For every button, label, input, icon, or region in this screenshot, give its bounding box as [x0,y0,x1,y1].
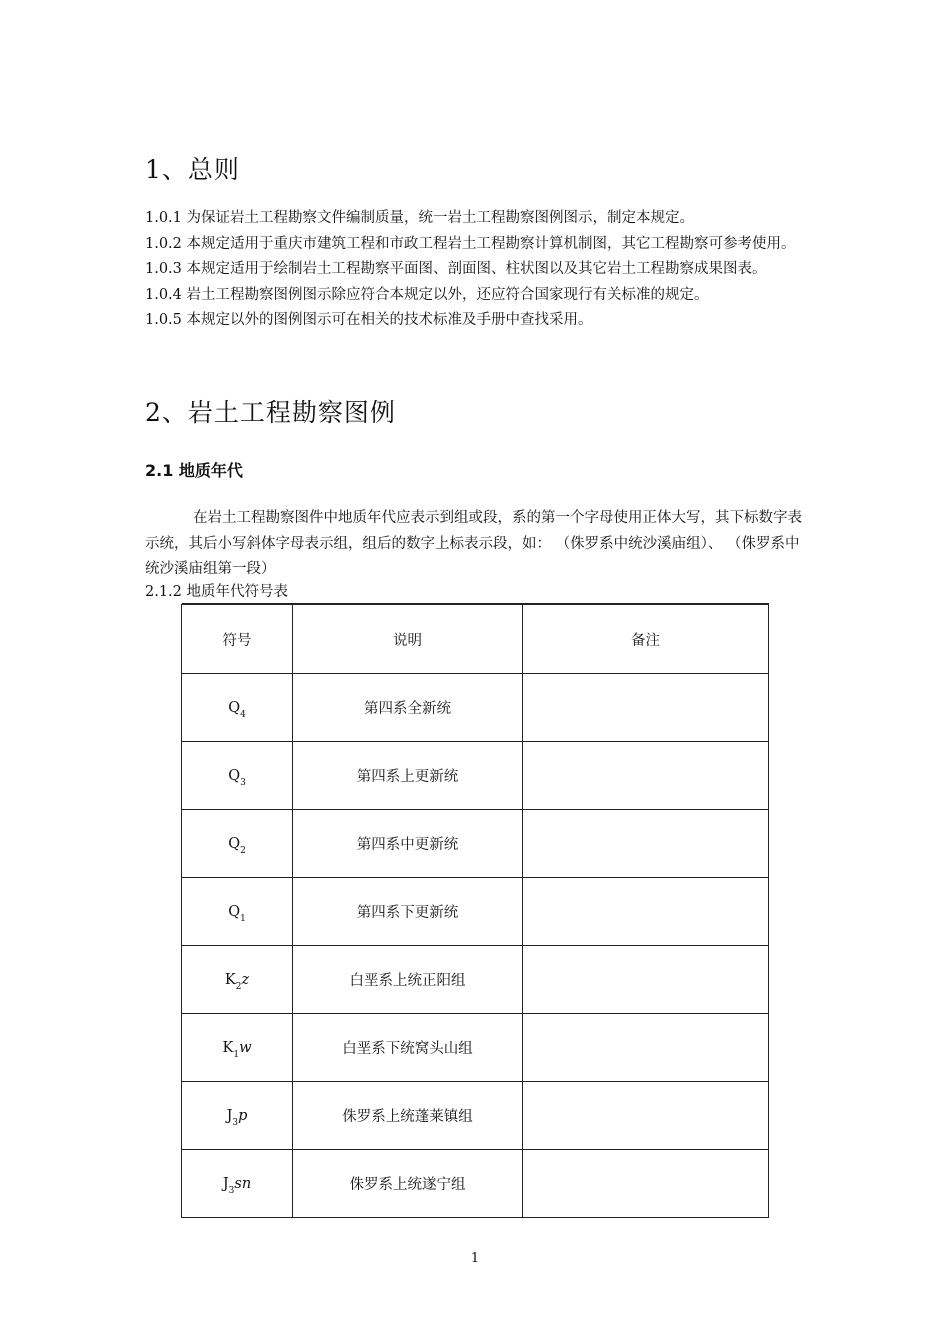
symbol-cell: $Q_1$ [182,878,293,946]
provision-item: 1.0.3 本规定适用于绘制岩土工程勘察平面图、剖面图、柱状图以及其它岩土工程勘察成果图表。 [145,261,767,277]
remarks-cell [523,1014,769,1082]
table-row [182,878,769,946]
provision-item: 1.0.1 为保证岩土工程勘察文件编制质量，统一岩土工程勘察图例图示，制定本规定。 [145,210,695,226]
table-row [182,946,769,1014]
provision-item: 1.0.4 岩土工程勘察图例图示除应符合本规定以外，还应符合国家现行有关标准的规定。 [145,286,709,303]
symbol-cell: $J_3p$ [182,1082,293,1150]
table-row [182,810,769,878]
remarks-cell [523,946,769,1014]
geologic-age-paragraph: 在岩土工程勘察图件中地质年代应表示到组或段，系的第一个字母使用正体大写，其下标数字表示统，其后小写斜体字母表示组，组后的数字上标表示段，如： （侏罗系中统沙溪庙组）、 （侏罗系中统沙溪庙组第一段） [145,510,802,577]
symbol-cell: $J_3sn$ [182,1150,293,1218]
symbol-cell: $K_2z$ [182,946,293,1014]
table-header-row [182,605,769,674]
description-cell: 白垩系上统正阳组 [293,946,523,1014]
remarks-cell [523,674,769,742]
table-row [182,1150,769,1218]
description-cell: 第四系全新统 [293,674,523,742]
geologic-age-table [181,604,769,1218]
provision-item: 1.0.5 本规定以外的图例图示可在相关的技术标准及手册中查找采用。 [145,312,593,328]
remarks-cell [523,810,769,878]
section-title-general: 1、总则 [145,155,240,184]
symbol-cell: $Q_4$ [182,674,293,742]
table-row [182,742,769,810]
description-cell: 第四系中更新统 [293,810,523,878]
symbol-cell: $Q_2$ [182,810,293,878]
header-symbol: 符号 [182,605,293,674]
table-row [182,1082,769,1150]
description-cell: 白垩系下统窝头山组 [293,1014,523,1082]
table-row [182,674,769,742]
description-cell: 侏罗系上统蓬莱镇组 [293,1082,523,1150]
remarks-cell [523,1150,769,1218]
remarks-cell [523,878,769,946]
section-title-legend: 2、岩土工程勘察图例 [145,398,396,427]
provision-item: 1.0.2 本规定适用于重庆市建筑工程和市政工程岩土工程勘察计算机制图，其它工程勘察可参考使用。 [145,235,796,252]
remarks-cell [523,742,769,810]
table-row [182,1014,769,1082]
symbol-cell: $K_1w$ [182,1014,293,1082]
general-provisions [145,206,810,334]
page-number: 1 [470,1251,480,1266]
table-caption: 2.1.2 地质年代符号表 [145,584,289,600]
description-cell: 侏罗系上统遂宁组 [293,1150,523,1218]
header-description: 说明 [293,605,523,674]
header-remarks: 备注 [523,605,769,674]
remarks-cell [523,1082,769,1150]
subsection-title-geologic-age: 2.1 地质年代 [145,461,243,480]
description-cell: 第四系上更新统 [293,742,523,810]
description-cell: 第四系下更新统 [293,878,523,946]
symbol-cell: $Q_3$ [182,742,293,810]
